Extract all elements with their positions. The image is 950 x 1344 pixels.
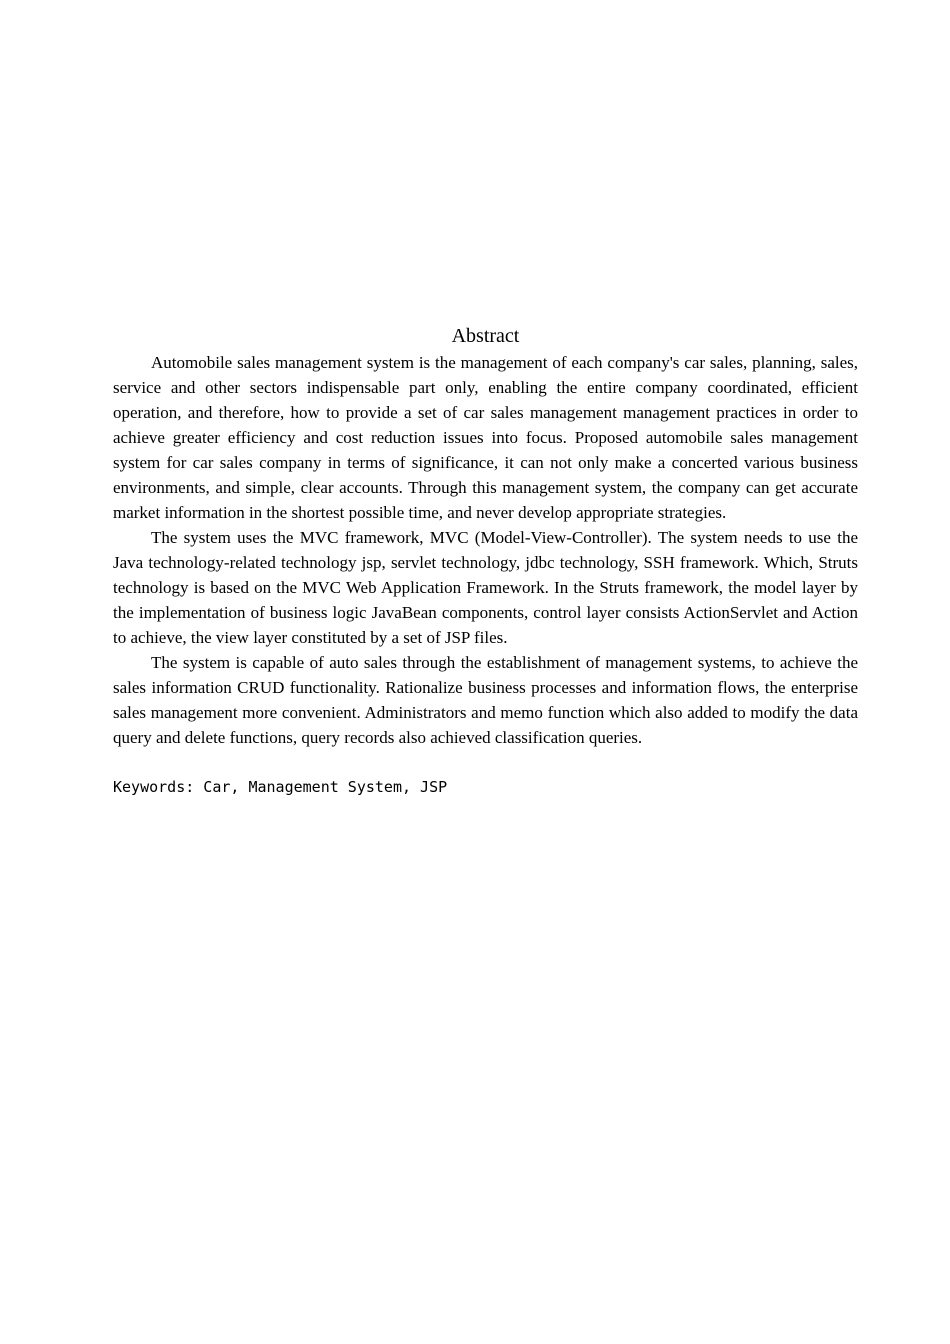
- abstract-section: [113, 322, 858, 800]
- abstract-paragraph-1: Automobile sales management system is the management of each company's car sales, planning, sales, service and other sectors indispensable part only, enabling the entire company coordinated, efficient operation, and therefore, how to provide a set of car sales management management practices in order to achieve greater efficiency and cost reduction issues into focus. Proposed automobile sales management system for car sales company in terms of significance, it can not only make a concerted various business environments, and simple, clear accounts. Through this management system, the company can get accurate market information in the shortest possible time, and never develop appropriate strategies.: [113, 353, 858, 522]
- abstract-title: Abstract: [451, 325, 520, 347]
- abstract-paragraph-3: The system is capable of auto sales through the establishment of management systems, to achieve the sales information CRUD functionality. Rationalize business processes and information flows, the enterprise sales management more convenient. Administrators and memo function which also added to modify the data query and delete functions, query records also achieved classification queries.: [113, 653, 858, 747]
- keywords-line: Keywords: Car, Management System, JSP: [113, 778, 448, 796]
- abstract-paragraph-2: The system uses the MVC framework, MVC (Model-View-Controller). The system needs to use the Java technology-related technology jsp, servlet technology, jdbc technology, SSH framework. Which, Struts technology is based on the MVC Web Application Framework. In the Struts framework, the model layer by the implementation of business logic JavaBean components, control layer consists ActionServlet and Action to achieve, the view layer constituted by a set of JSP files.: [113, 528, 858, 647]
